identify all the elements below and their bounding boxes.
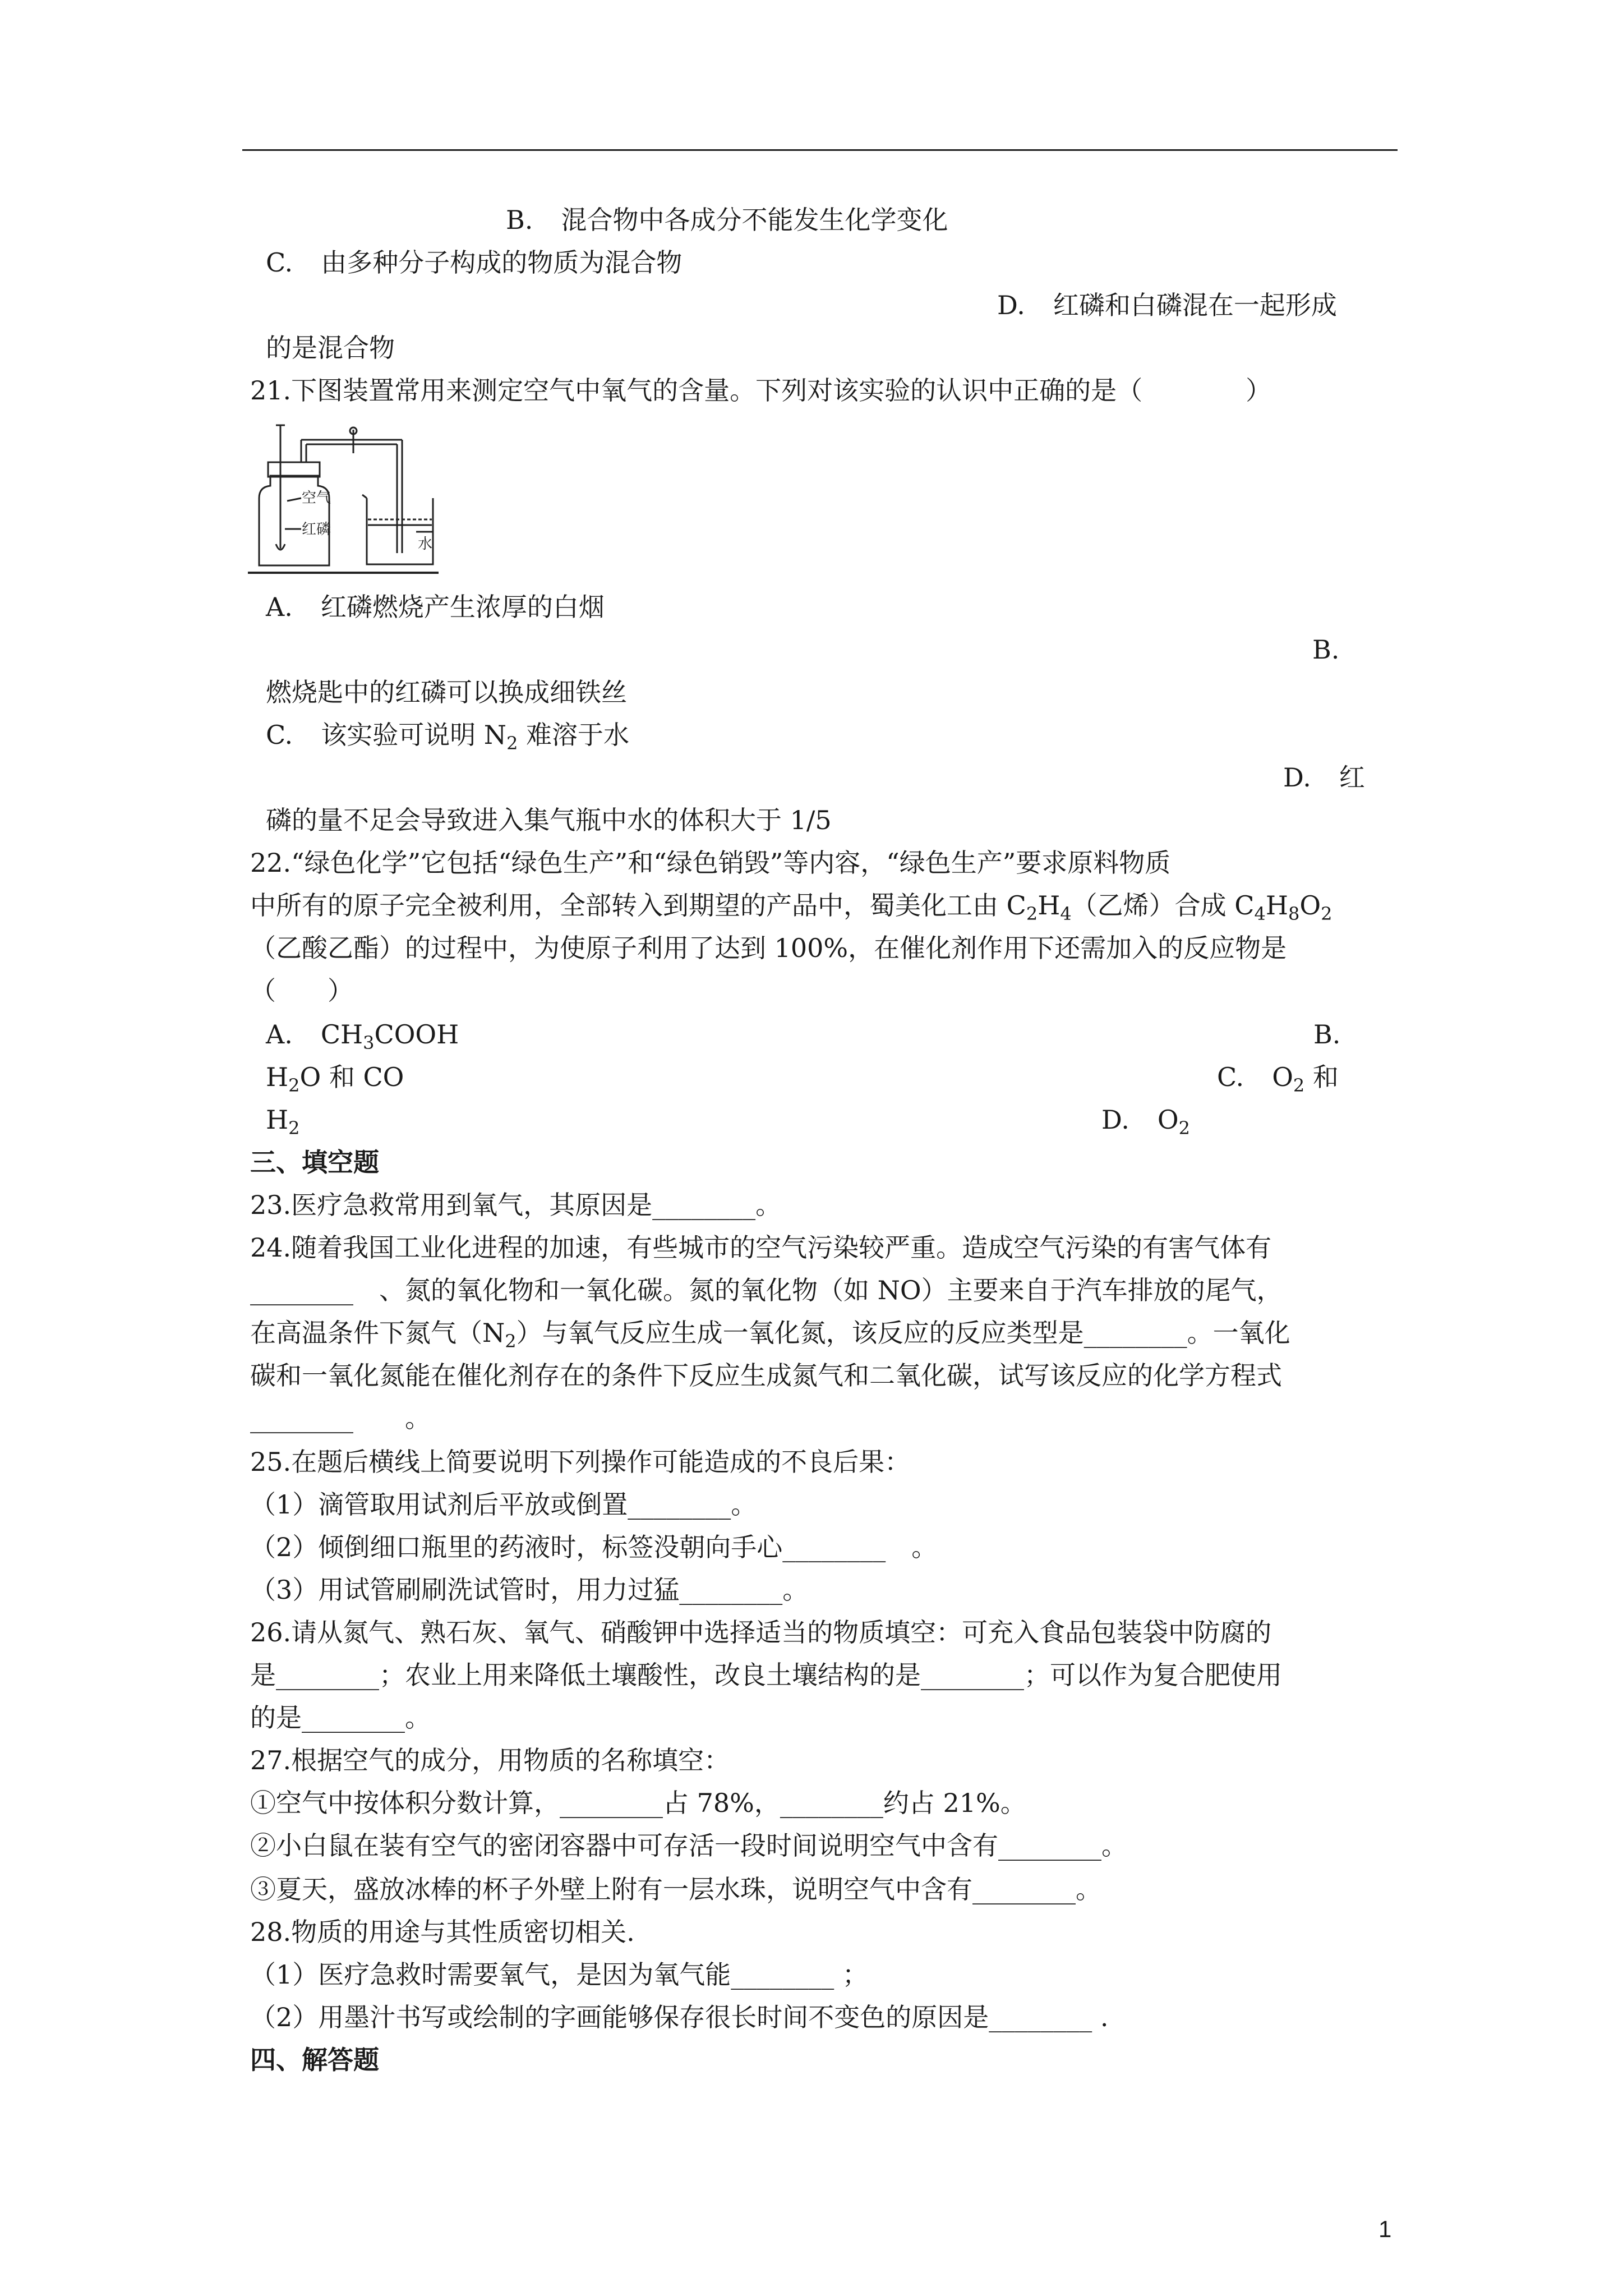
header-rule — [242, 149, 1398, 151]
q20-option-d-continued: 的是混合物 — [266, 333, 395, 363]
q22-option-c-continued: $H_2$ — [266, 1105, 300, 1139]
q27-part-1: ①空气中按体积分数计算，________占 78%，________约占 21%。 — [250, 1788, 1026, 1818]
q22-stem-line-2: 中所有的原子完全被利用，全部转入到期望的产品中，蜀美化工由 $C_2H_4$（乙烯）合成 $C_4H_8O_2$ — [250, 890, 1332, 924]
q21-option-a: A. 红磷燃烧产生浓厚的白烟 — [266, 592, 605, 622]
q21-option-d: D. 红 — [1283, 762, 1365, 793]
q22-option-b: B. — [1313, 1019, 1341, 1050]
section-heading-answer: 四、解答题 — [250, 2045, 379, 2075]
q20-option-d: D. 红磷和白磷混在一起形成 — [997, 290, 1337, 320]
q25-part-3: （3）用试管刷刷洗试管时，用力过猛________。 — [250, 1575, 809, 1605]
oxygen-measurement-apparatus-figure — [248, 414, 439, 577]
q26-line-1: 26.请从氮气、熟石灰、氧气、硝酸钾中选择适当的物质填空：可充入食品包装袋中防腐的 — [250, 1617, 1272, 1648]
q24-line-2: ________ 、氮的氧化物和一氧化碳。氮的氧化物（如 NO）主要来自于汽车排放的尾气， — [250, 1275, 1283, 1305]
q25-part-1: （1）滴管取用试剂后平放或倒置________。 — [250, 1489, 757, 1520]
q27-stem: 27.根据空气的成分，用物质的名称填空： — [250, 1745, 730, 1775]
q20-option-b: B. 混合物中各成分不能发生化学变化 — [506, 205, 948, 235]
q27-part-3: ③夏天，盛放冰棒的杯子外壁上附有一层水珠，说明空气中含有________。 — [250, 1874, 1101, 1904]
figure-label-red-phosphorus: 红磷 — [302, 521, 331, 537]
q22-option-b-text: $H_2O$ 和 CO — [266, 1062, 404, 1096]
q24-line-3: 在高温条件下氮气$(N_2)$与氧气反应生成一氧化氮，该反应的反应类型是________。一氧化 — [250, 1318, 1290, 1352]
section-heading-fill-in: 三、填空题 — [250, 1147, 379, 1177]
q27-part-2: ②小白鼠在装有空气的密闭容器中可存活一段时间说明空气中含有________。 — [250, 1830, 1127, 1861]
q24-line-1: 24.随着我国工业化进程的加速，有些城市的空气污染较严重。造成空气污染的有害气体有 — [250, 1232, 1272, 1263]
q21-stem: 21.下图装置常用来测定空气中氧气的含量。下列对该实验的认识中正确的是（ ） — [250, 375, 1272, 406]
q28-part-1: （1）医疗急救时需要氧气，是因为氧气能________ ； — [250, 1959, 868, 1990]
q22-answer-bracket: （ ） — [250, 976, 353, 1006]
q28-stem: 28.物质的用途与其性质密切相关. — [250, 1917, 635, 1947]
q23: 23.医疗急救常用到氧气，其原因是________。 — [250, 1190, 782, 1220]
figure-label-air: 空气 — [302, 489, 331, 506]
figure-label-water: 水 — [418, 535, 433, 552]
q21-option-c: C. 该实验可说明 $N_2$ 难溶于水 — [266, 720, 630, 754]
q21-option-d-continued: 磷的量不足会导致进入集气瓶中水的体积大于 1/5 — [266, 805, 832, 835]
q24-line-5: ________ 。 — [250, 1403, 431, 1433]
q28-part-2: （2）用墨汁书写或绘制的字画能够保存很长时间不变色的原因是________ . — [250, 2002, 1109, 2032]
page-number: 1 — [1378, 2216, 1392, 2242]
q25-stem: 25.在题后横线上简要说明下列操作可能造成的不良后果： — [250, 1447, 911, 1477]
q21-option-b-continued: 燃烧匙中的红磷可以换成细铁丝 — [266, 677, 627, 707]
q24-line-4: 碳和一氧化氮能在催化剂存在的条件下反应生成氮气和二氧化碳，试写该反应的化学方程式 — [250, 1360, 1282, 1391]
q26-line-3: 的是________。 — [250, 1703, 431, 1733]
q26-line-2: 是________；农业上用来降低土壤酸性，改良土壤结构的是________；可以作为复合肥使用 — [250, 1660, 1282, 1690]
q22-stem-line-3: （乙酸乙酯）的过程中，为使原子利用了达到 100%，在催化剂作用下还需加入的反应物是 — [250, 933, 1287, 963]
q22-option-d: D. $O_2$ — [1101, 1105, 1190, 1139]
q22-option-c: C. $O_2$ 和 — [1217, 1062, 1339, 1096]
q21-option-b: B. — [1312, 634, 1340, 665]
q20-option-c: C. 由多种分子构成的物质为混合物 — [266, 247, 683, 278]
q22-option-a: A. $CH_3COOH$ — [266, 1019, 459, 1053]
q22-stem-line-1: 22.“绿色化学”它包括“绿色生产”和“绿色销毁”等内容，“绿色生产”要求原料物质 — [250, 848, 1171, 878]
q25-part-2: （2）倾倒细口瓶里的药液时，标签没朝向手心________ 。 — [250, 1532, 938, 1562]
